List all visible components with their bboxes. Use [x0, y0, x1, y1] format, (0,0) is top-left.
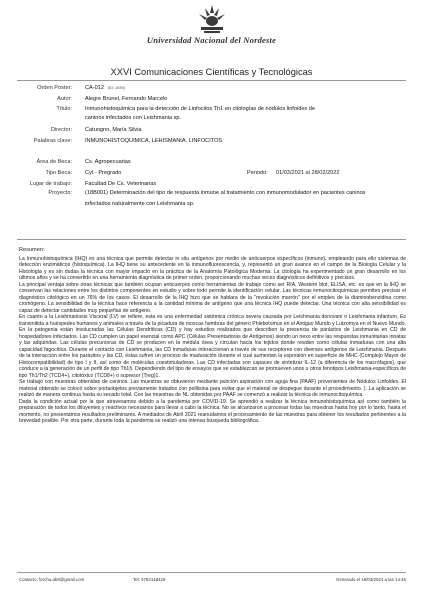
resumen-paragraph: Se trabajó con muestras obtenidas de caninos. Las muestras se obtuvieron mediante punción aspiración con aguja fina (PAAF) provenientes de Nódulos Linfoides. El material obtenido se colocó sobre portaobjetos previamente tratados con polilisina para evitar que el material se despegue durante el procedimiento. ). La aplicación se realizó de manera continua hasta su secado total. Con las muestras de NL obtenidas por PAAF se comenzó a realizar la técnica de inmunocitoquímica.: [19, 379, 406, 399]
resumen-paragraph: La principal ventaja sobre otras técnicas que también ocupan anticuerpos como herramientas de trabajo como ser RIA, Western blot, ELISA, etc. es que en la IHQ se conservan las relaciones entre los distintos componentes en estudio y sobre todo permite la identificación celular. Las técnicas inmunocitoquímicas permiten precisar el diagnóstico citológico en un 76% de los casos. El desarrollo de la IHQ hizo que se hablara de la "revolución marrón" por el empleo de la diaminobenzidina como cromógeno. La sensibilidad de la técnica hace referencia a la cantidad mínima de antígeno que una técnica IHQ puede detectar. Una técnica con alta sensibilidad es capaz de detectar cantidades muy pequeñas de antígeno.: [19, 281, 406, 314]
proyecto-line-1: (18B001) Determinación del tipo de respuesta inmune al tratamiento con inmunomodulador en pacientes caninos: [85, 190, 366, 196]
resumen-label: Resumen:: [19, 247, 45, 253]
director-label: Director:: [50, 127, 72, 133]
university-logo-icon: [195, 4, 229, 34]
orden-poster-value: CA-012 (ID: 1939): [85, 85, 125, 91]
resumen-body: [19, 256, 406, 425]
area-value: Cs. Agropecuarias: [85, 159, 131, 165]
periodo-value: 01/03/2021 al 28/02/2022: [276, 170, 340, 176]
proyecto-line-2: infectados naturalmente con Leishmania sp.: [85, 201, 195, 207]
tipo-beca-value: Cyt - Pregrado: [85, 170, 122, 176]
divider: [17, 80, 406, 81]
area-label: Área de Beca:: [36, 159, 72, 165]
titulo-line-2: caninos infectados con Leishmania sp.: [85, 115, 182, 121]
lugar-value: Facultad De Cs. Veterinarias: [85, 181, 157, 187]
resumen-paragraph: Dada la condición actual por la que atravesamos debido a la pandemia por COVID-19. Se aprendió a realizar la técnica inmunohistoquímica así como también la preparación de todos los diluyentes y reactivos necesarios para llevar a cabo la técnica. No se alcanzaron a procesar todas las muestras hasta hoy por lo tanto, hasta el momento, no presentamos resultados preliminares. A mediados de Abril 2021 reanudamos el procesamiento de las muestras para obtener los resultados pertinentes a la brevedad posible. Por otra parte, durante toda la pandemia se realizó una intensa búsqueda bibliográfica.: [19, 398, 406, 425]
university-name: Universidad Nacional del Nordeste: [146, 35, 277, 45]
poster-id: (ID: 1939): [107, 86, 125, 90]
autor-label: Autor:: [57, 96, 72, 102]
contact-email: Contacto: ferchu.ab8@gmail.com: [19, 577, 85, 582]
titulo-label: Título:: [56, 106, 72, 112]
contact-tel: Tel: 3794148418: [133, 577, 166, 582]
palabras-clave-value: INMUNOHISTOQUIMICA, LEHISMANIA, LINFOCITOS: [85, 138, 223, 144]
event-title: XXVI Comunicaciones Científicas y Tecnológicas: [110, 67, 313, 77]
lugar-label: Lugar de trabajo:: [29, 181, 72, 187]
logo-header: [0, 4, 423, 45]
titulo-line-1: Inmunohistoquímica para la detección de Linfocitos Th1 en citologías de nódulos linfoides de: [85, 106, 316, 112]
resumen-paragraph: La Inmunohistoquímica (IHQ) es una técnica que permite detectar in situ antígenos por medio de anticuerpos específicos (inmuno), empleando para ello sistemas de detección enzimáticos (histoquímica). La IHQ tiene su antecedente en la inmunofluorescencia, y, representó un gran avance en el campo de la Biología Celular y la Histología y es sin dudas la técnica con mayor impacto en la práctica de la Anatomía Patológica Moderna. La citología ha experimentado un gran desarrollo en los últimos años y se ha convertido en una herramienta diagnóstica de primer orden, proporcionando muchas veces diagnósticos definitivos y precisos.: [19, 256, 406, 282]
resumen-paragraph: En cuanto a la Leishmaniosis Visceral (LV) se refiere, esta es una enfermedad sistémica crónica severa causada por Leishmania donovani o Leishmania infantum. Es transmitida a huéspedes humanos y animales a través de la picadura de moscas hembras del género Phlebotomus en el Antiguo Mundo y Lutzomya en el Nuevo Mundo. En la patogenia están involucradas las Células Dendríticas (CD) y hay estudios realizados que describen la presencia de parásitos de Leishmania en CD de hospedadores infectados. Las CD cumplen un papel esencial como APC (Células Presentadoras de Antígenos) siendo un nexo entre las respuestas inmunitarias innatas y las adquiridas. Las células precursoras de CD se producen en la médula ósea y circulan hacia los tejidos donde residen como células inmaduras con una alta capacidad fagocítica. Durante el contacto con Leishmania, las CD inmaduras interaccionan a través de sus receptores con diversos antígenos de Leishmania. Después de la interacción entre los parásitos y las CD, éstas sufren un proceso de maduración durante el cual aumentan la expresión en superficie de MHC (Complejo Mayor de Histocompatibilidad) de tipo I y II, así como de moléculas coestimuladoras. Las CD infectadas son capaces de sintetizar IL-12 (a diferencia de los macrófagos), que conduce a la generación de un perfil de tipo Th1§. Dependiendo del tipo de ensayos que se establezcan se promueven unos u otros fenotipos Leishmania-específicos de tipo Th1/Th2 (TCD4+), citotóxico (TCD8+) o supresor (Treg)1.: [19, 314, 406, 379]
orden-poster-label: Orden Poster:: [37, 85, 72, 91]
divider: [17, 572, 406, 573]
tipo-beca-label: Tipo Beca:: [45, 170, 72, 176]
divider: [17, 239, 406, 240]
director-value: Catuogno, María Silvia: [85, 127, 142, 133]
periodo-label: Periodo:: [247, 170, 268, 176]
palabras-clave-label: Palabras clave:: [33, 138, 72, 144]
generated-date: Generado el 18/03/2024 a las 14:46: [335, 577, 406, 582]
proyecto-label: Proyecto:: [48, 190, 72, 196]
autor-value: Alegre Brunel, Fernando Marcelo: [85, 96, 168, 102]
